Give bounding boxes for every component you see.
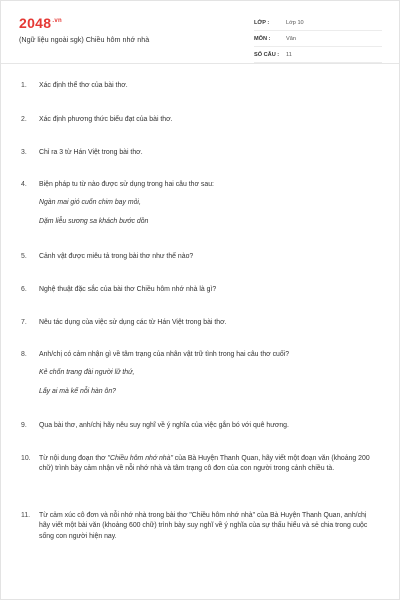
question-number: 5. — [21, 253, 27, 260]
question-item — [21, 81, 128, 91]
question-number: 1. — [21, 82, 27, 89]
meta-row-class — [254, 15, 382, 31]
question-text: Xác định thể thơ của bài thơ. — [39, 82, 128, 89]
meta-label: SỐ CÂU : — [254, 51, 280, 58]
poem-line: Lấy ai mà kể nỗi hàn ôn? — [39, 387, 116, 395]
poem-line: Dặm liễu sương sa khách bước dồn — [39, 217, 149, 225]
meta-label: MÔN : — [254, 35, 271, 42]
question-item — [21, 454, 371, 475]
question-text-part: Từ nội dung đoạn thơ — [39, 455, 108, 462]
question-number: 10. — [21, 455, 31, 462]
question-number: 11. — [21, 512, 31, 519]
question-number: 2. — [21, 116, 27, 123]
meta-value: 11 — [286, 51, 292, 58]
question-item — [21, 180, 371, 227]
question-item — [21, 318, 227, 328]
question-item — [21, 285, 216, 295]
question-number: 7. — [21, 319, 27, 326]
meta-label: LỚP : — [254, 19, 270, 26]
poem-line: Ngàn mai gió cuốn chim bay mỏi, — [39, 199, 141, 207]
poem-title: "Chiều hôm nhớ nhà" — [107, 455, 173, 462]
question-item — [21, 252, 193, 262]
question-number: 9. — [21, 422, 27, 429]
question-number: 6. — [21, 286, 27, 293]
question-item — [21, 421, 371, 431]
question-text: Nghệ thuật đặc sắc của bài thơ Chiều hôm nhớ nhà là gì? — [39, 286, 217, 293]
question-number: 4. — [21, 181, 27, 188]
question-text: Nêu tác dụng của việc sử dụng các từ Hán Việt trong bài thơ. — [39, 319, 227, 326]
question-item — [21, 350, 371, 397]
question-item — [21, 115, 173, 125]
question-text-part: của Bà Huyện Thanh Quan, hãy viết một đoạn văn (khoảng 200 chữ) trình bày cảm nhận về nỗi nhớ nhà và tâm trạng cô đơn của con người trong cảnh chiều tà. — [39, 455, 370, 473]
document-title: (Ngữ liệu ngoài sgk) Chiều hôm nhớ nhà — [19, 35, 150, 44]
logo-main: 2048 — [19, 15, 52, 31]
meta-table — [254, 15, 382, 63]
logo-suffix: .vn — [52, 18, 62, 25]
question-item — [21, 511, 371, 542]
meta-value: Lớp 10 — [286, 19, 304, 26]
poem-line: Kẻ chốn trang đài người lữ thứ, — [39, 369, 135, 377]
question-number: 3. — [21, 149, 27, 156]
header — [1, 1, 399, 64]
question-text: Chỉ ra 3 từ Hán Việt trong bài thơ. — [39, 149, 143, 156]
question-text: Cảnh vật được miêu tả trong bài thơ như thế nào? — [39, 253, 194, 260]
question-text: Qua bài thơ, anh/chị hãy nêu suy nghĩ về ý nghĩa của việc gắn bó với quê hương. — [39, 422, 289, 429]
question-item — [21, 148, 143, 158]
meta-row-count — [254, 47, 382, 63]
question-text — [39, 454, 371, 475]
meta-row-subject — [254, 31, 382, 47]
question-text: Xác định phương thức biểu đạt của bài thơ. — [39, 116, 173, 123]
site-logo[interactable] — [19, 15, 62, 31]
question-text: Anh/chị có cảm nhận gì về tâm trạng của nhân vật trữ tình trong hai câu thơ cuối? — [39, 351, 290, 358]
question-text: Biện pháp tu từ nào được sử dụng trong hai câu thơ sau: — [39, 181, 214, 188]
question-text: Từ cảm xúc cô đơn và nỗi nhớ nhà trong bài thơ "Chiều hôm nhớ nhà" của Bà Huyện Thanh Quan, anh/chị hãy viết một bài văn (khoảng 600 chữ) trình bày suy nghĩ về ý nghĩa của sự thấu hiểu và sẻ chia trong cuộc sống con người hiện nay. — [39, 512, 368, 540]
question-number: 8. — [21, 351, 27, 358]
meta-value: Văn — [286, 35, 296, 42]
